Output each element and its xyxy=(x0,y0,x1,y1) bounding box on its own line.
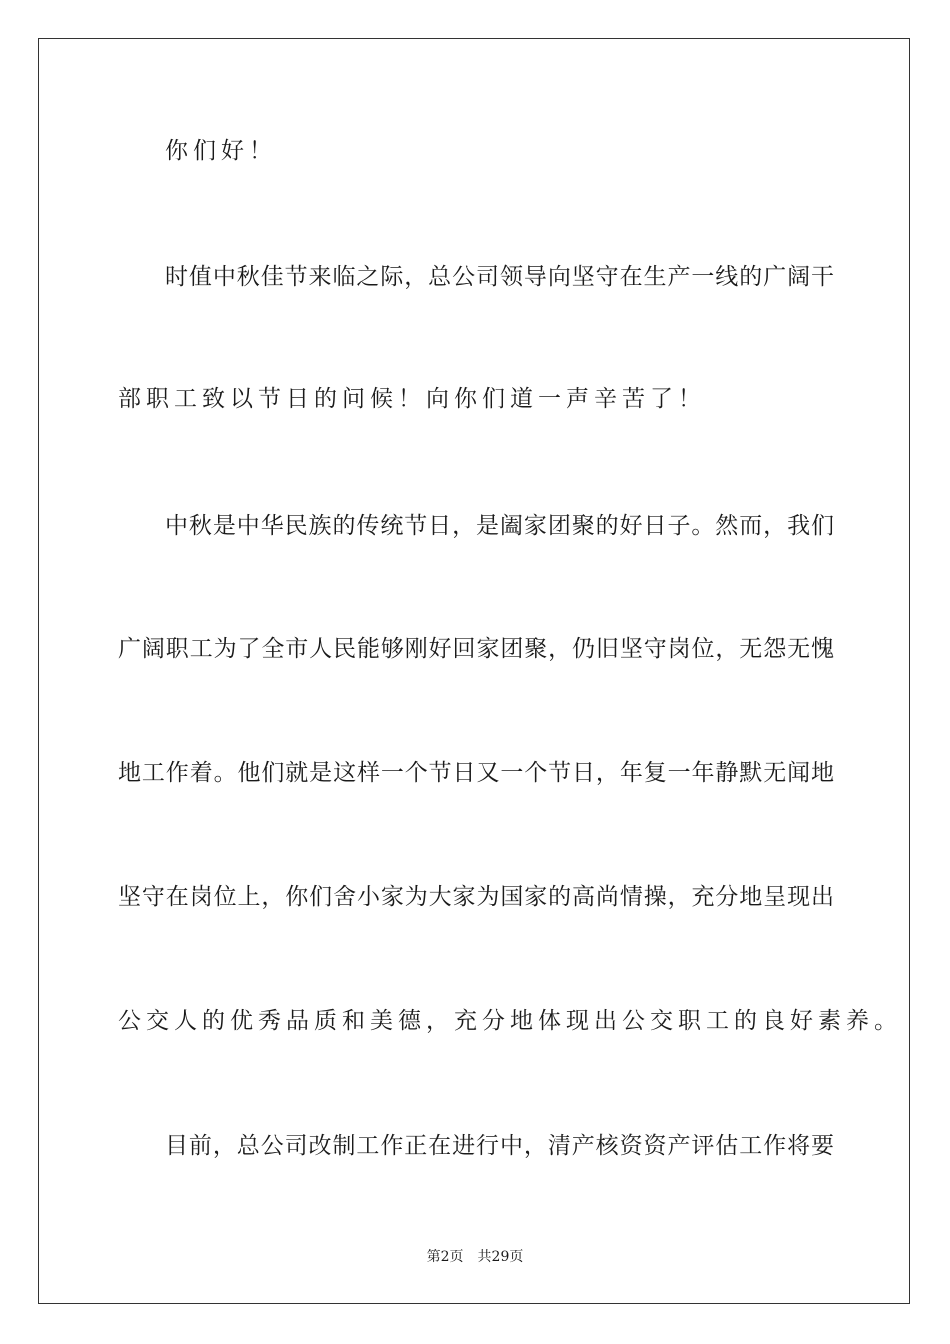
page-frame xyxy=(38,38,910,1304)
paragraph-1-line-1: 时值中秋佳节来临之际，总公司领导向坚守在生产一线的广阔干 xyxy=(165,264,834,290)
paragraph-2-line-4: 坚守在岗位上，你们舍小家为大家为国家的高尚情操，充分地呈现出 xyxy=(118,884,834,910)
page-number: 第2页 xyxy=(426,1249,464,1265)
greeting-line: 你们好！ xyxy=(165,138,277,164)
paragraph-3-line-1: 目前，总公司改制工作正在进行中，清产核资资产评估工作将要 xyxy=(165,1133,834,1159)
paragraph-2-line-3: 地工作着。他们就是这样一个节日又一个节日，年复一年静默无闻地 xyxy=(118,760,834,786)
paragraph-1-line-2: 部职工致以节日的问候！向你们道一声辛苦了！ xyxy=(118,386,706,412)
paragraph-2-line-1: 中秋是中华民族的传统节日，是阖家团聚的好日子。然而，我们 xyxy=(165,513,834,539)
paragraph-2-line-2: 广阔职工为了全市人民能够刚好回家团聚，仍旧坚守岗位，无怨无愧 xyxy=(118,636,834,662)
page-footer xyxy=(0,1247,950,1267)
paragraph-2-line-5: 公交人的优秀品质和美德，充分地体现出公交职工的良好素养。 xyxy=(118,1008,902,1034)
page-total: 共29页 xyxy=(477,1249,524,1265)
